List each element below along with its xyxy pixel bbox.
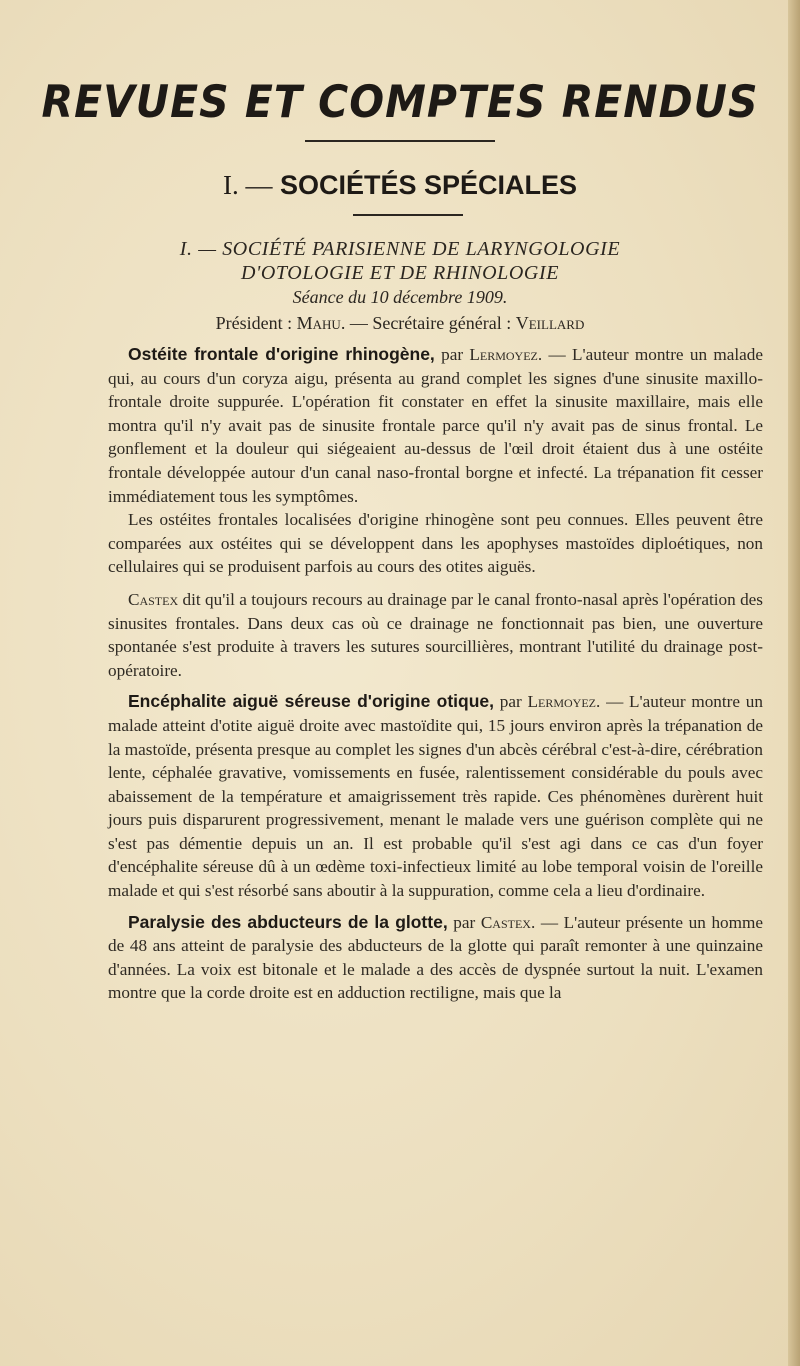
section-title: SOCIÉTÉS SPÉCIALES [279, 170, 578, 200]
article-1-paragraph-2: Les ostéites frontales localisées d'origine rhinogène sont peu connues. Elles peuvent être comparées aux ostéites qui se développent dans les apophyses mastoïdes diploétiques, non cellulaires qui se produisent parfois au cours des otites aiguës. [108, 510, 763, 577]
article-1-text: . — L'auteur montre un malade qui, au cours d'un coryza aigu, présenta au grand complet les signes d'une sinusite maxillo-frontale droite suppurée. L'opération fit constater en effet la sinusite maxillaire, mais elle montra qu'il n'y avait pas de sinusite frontale parce qu'il n'y avait pas de sinus frontal. Le gonflement et la douleur qui siégeaient au-dessus de l'œil droit étaient dus à une ostéite frontale développée autour d'un canal naso-frontal borgne et infecté. La trépanation fit cesser immédiatement tous les symptômes. [108, 345, 763, 506]
article-2-text: . — L'auteur montre un malade atteint d'otite aiguë droite avec mastoïdite qui, 15 jours environ après la trépanation de la mastoïde, présenta presque au complet les signes d'un abcès cérébral c'est-à-dire, cérébration lente, céphalée gravative, vomissements en fusée, ralentissement considérable du pouls avec abaissement de la température et amaigrissement très rapide. Ces phénomènes durèrent huit jours puis disparurent progressivement, menant le malade vers une guérison complète qui ne s'est pas démentie depuis un an. Il est probable qu'il s'est agi dans ce cas d'un foyer d'encéphalite séreuse dû à un œdème toxi-infectieux limité au lobe temporal voisin de l'oreille malade et qui s'est résorbé sans aboutir à la suppuration, comme cela a lieu d'ordinaire. [108, 692, 763, 901]
society-name-line1: I. — SOCIÉTÉ PARISIENNE DE LARYNGOLOGIE [179, 238, 621, 260]
title-rule [305, 140, 495, 142]
page-edge [788, 0, 800, 1366]
article-1-author: Lermoyez [469, 345, 538, 364]
section-rule [353, 214, 463, 216]
president-label: Président : [215, 313, 293, 333]
article-1-title: Ostéite frontale d'origine rhinogène, [128, 344, 435, 364]
seance-date: Séance du 10 décembre 1909. [292, 287, 508, 307]
article-1-p3-author: Castex [128, 589, 179, 609]
president-name: Mahu [296, 313, 341, 333]
article-3-paragraph-1 [108, 911, 763, 1005]
article-1-by: par [434, 345, 470, 364]
article-3-by: par [447, 912, 481, 932]
article-3-title: Paralysie des abducteurs de la glotte, [128, 911, 448, 932]
article-3-author: Castex [480, 912, 531, 932]
article-2-by: par [494, 692, 528, 712]
officers-line [0, 313, 800, 334]
article-2-title: Encéphalite aiguë séreuse d'origine otique, [128, 691, 494, 712]
secretary-label: . — Secrétaire général : [340, 313, 512, 333]
article-1-paragraph-3 [108, 588, 763, 682]
article-1-paragraph-1 [108, 343, 763, 508]
section-heading [0, 170, 800, 201]
main-title: REVUES ET COMPTES RENDUS [41, 76, 759, 128]
article-body [108, 343, 763, 1005]
article-3-text: . — L'auteur présente un homme de 48 ans atteint de paralysie des abducteurs de la glotte qui paraît remonter à une quinzaine d'années. La voix est bitonale et le malade a des accès de dyspnée surtout la nuit. L'examen montre que la corde droite est en adduction rectiligne, mais que la [108, 912, 764, 1003]
article-1-p3-text: dit qu'il a toujours recours au drainage par le canal fronto-nasal après l'opération des sinusites frontales. Dans deux cas où ce drainage ne fonctionnait pas bien, une ouverture spontanée s'est produite à travers les sutures sourcillières, montrant l'utilité du drainage post-opératoire. [108, 589, 763, 680]
article-2-paragraph-1 [108, 690, 763, 902]
section-number: I. — [222, 170, 273, 200]
secretary-name: Veillard [515, 313, 585, 333]
article-2-author: Lermoyez [527, 692, 596, 712]
society-name-line2: D'OTOLOGIE ET DE RHINOLOGIE [240, 262, 560, 284]
